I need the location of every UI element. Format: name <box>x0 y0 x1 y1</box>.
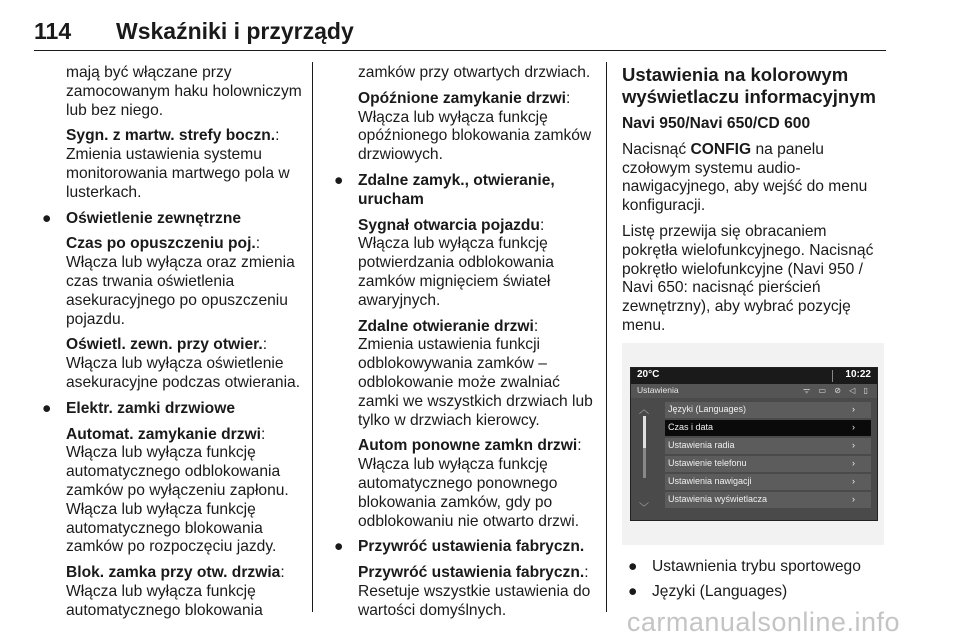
bullet-heading: ● Zdalne zamyk., otwieranie, urucham <box>334 171 555 208</box>
menu-item[interactable] <box>665 420 871 436</box>
menu-list <box>665 402 871 510</box>
bullet-heading: ● Oświetlenie zewnętrzne <box>42 209 242 227</box>
menu-item-label: Ustawienie telefonu <box>668 458 747 468</box>
infotainment-screen-illustration <box>622 343 884 545</box>
menu-item-label: Ustawienia nawigacji <box>668 476 752 486</box>
paragraph: Nacisnąć CONFIG na panelu czołowym systemu audio-nawigacyjnego, aby wejść do menu konfiguracji. <box>622 140 868 215</box>
bullet-icon: ● <box>628 582 638 600</box>
item-label: Sygnał otwarcia pojazdu <box>358 216 540 234</box>
chevron-right-icon: › <box>852 440 855 450</box>
bullet-heading: ● Ustawnienia trybu sportowego <box>628 558 861 575</box>
menu-item-label: Języki (Languages) <box>668 404 747 414</box>
item-label: Sygn. z martw. strefy boczn. <box>66 127 276 145</box>
temperature-readout: 20°C <box>637 369 660 380</box>
paragraph <box>358 318 598 431</box>
item-text: : Włącza lub wyłącza funkcję automatycznego odblokowania zamków po wyłączeniu zapłonu. Włącza lub wyłącza funkcję automatycznego blokowania zamków po rozpoczęciu jazdy. <box>66 425 289 556</box>
bullet-icon: ● <box>334 538 344 556</box>
column-2 <box>334 64 598 628</box>
screen-title-bar <box>631 384 877 398</box>
scroll-thumb <box>643 416 646 448</box>
bullet-icon: ● <box>628 558 638 575</box>
item-text: : Włącza lub wyłącza oświetlenie asekuracyjne podczas otwierania. <box>66 336 301 391</box>
paragraph: zamków przy otwartych drzwiach. <box>358 64 591 81</box>
page-number: 114 <box>34 18 72 44</box>
watermark: carmanualsonline.info <box>626 607 900 637</box>
item-label: Opóźnione zamykanie drzwi <box>358 89 566 107</box>
menu-item-label: Ustawienia wyświetlacza <box>668 494 768 504</box>
paragraph <box>358 564 598 620</box>
status-icons: ᯤ ▭ ⊘ ◁ ▯ <box>802 386 871 395</box>
display-screen <box>630 367 878 521</box>
bullet-heading: ● Przywróć ustawienia fabryczn. <box>334 538 585 556</box>
item-text: : Włącza lub wyłącza oraz zmienia czas trwania oświetlenia asekuracyjnego po opuszczeniu pojazdu. <box>66 235 295 328</box>
paragraph <box>66 564 304 620</box>
menu-item[interactable] <box>665 474 871 490</box>
chevron-right-icon: › <box>852 494 855 504</box>
item-text: : Włącza lub wyłącza funkcję potwierdzania odblokowania zamków mignięciem świateł awaryjnych. <box>358 216 554 309</box>
config-key-label: CONFIG <box>690 140 752 158</box>
item-text: : Zmienia ustawienia systemu monitorowania martwego pola w lusterkach. <box>66 127 290 201</box>
item-label: Czas po opuszczeniu poj. <box>66 235 256 253</box>
item-label: Autom ponowne zamkn drzwi <box>358 437 578 455</box>
paragraph <box>358 217 598 311</box>
item-label: Przywróć ustawienia fabryczn. <box>358 564 585 582</box>
item-label: Zdalne otwieranie drzwi <box>358 317 534 335</box>
item-label: Automat. zamykanie drzwi <box>66 425 261 443</box>
paragraph <box>66 127 304 202</box>
scroll-up-icon: ︿ <box>639 405 649 416</box>
paragraph <box>358 437 598 531</box>
bullet-icon: ● <box>42 209 52 227</box>
bullet-heading: ● Elektr. zamki drzwiowe <box>42 399 235 417</box>
item-text: : Zmienia ustawienia funkcji odblokowywania zamków – odblokowanie może zwalniać zamki we wszystkich drzwiach lub tylko w drzwiach kierowcy. <box>358 317 593 429</box>
menu-item[interactable] <box>665 456 871 472</box>
column-1 <box>42 64 304 628</box>
column-divider <box>312 62 313 612</box>
section-heading: Ustawienia na kolorowym wyświetlaczu informacyjnym <box>622 64 876 107</box>
column-divider <box>606 62 607 612</box>
paragraph: Listę przewija się obracaniem pokrętła wielofunkcyjnego. Nacisnąć pokrętło wielofunkcyjne (Navi 950 / Navi 650: nacisnąć pierścień zewnętrzny), aby wybrać pozycję menu. <box>622 222 874 334</box>
subheading: Navi 950/Navi 650/CD 600 <box>622 115 811 132</box>
paragraph <box>66 336 304 392</box>
chevron-right-icon: › <box>852 458 855 468</box>
column-3 <box>622 64 886 343</box>
section-title: Wskaźniki i przyrządy <box>116 18 354 44</box>
menu-item[interactable] <box>665 492 871 508</box>
item-text: : Włącza lub wyłącza funkcję automatycznego ponownego blokowania zamków, gdy po odblokowaniu nie otwarto drzwi. <box>358 437 582 530</box>
menu-item[interactable] <box>665 402 871 418</box>
bullet-icon: ● <box>334 171 344 189</box>
scroll-down-icon: ﹀ <box>639 503 649 514</box>
paragraph <box>358 90 598 165</box>
bullet-heading: ● Języki (Languages) <box>628 582 788 600</box>
clock-readout: 10:22 <box>845 369 871 380</box>
menu-item[interactable] <box>665 438 871 454</box>
paragraph <box>66 235 304 329</box>
item-text: : Włącza lub wyłącza funkcję opóźnionego blokowania zamków drzwiowych. <box>358 89 592 164</box>
bullet-icon: ● <box>42 399 52 417</box>
item-text: : Resetuje wszystkie ustawienia do wartości domyślnych. <box>358 564 591 619</box>
item-label: Blok. zamka przy otw. drzwia <box>66 564 281 582</box>
status-divider <box>832 370 833 382</box>
chevron-right-icon: › <box>852 404 855 414</box>
item-label: Oświetl. zewn. przy otwier. <box>66 336 263 354</box>
paragraph <box>66 426 304 558</box>
column-3-bullets <box>628 558 861 608</box>
paragraph: mają być włączane przy zamocowanym haku holowniczym lub bez niego. <box>66 64 302 119</box>
settings-menu <box>631 398 877 520</box>
menu-item-label: Czas i data <box>668 422 714 432</box>
page-header <box>34 18 886 51</box>
status-bar <box>631 368 877 384</box>
chevron-right-icon: › <box>852 476 855 486</box>
menu-item-label: Ustawienia radia <box>668 440 735 450</box>
chevron-right-icon: › <box>852 422 855 432</box>
item-text: : Włącza lub wyłącza funkcję automatycznego blokowania <box>66 564 285 619</box>
screen-title: Ustawienia <box>637 385 679 395</box>
